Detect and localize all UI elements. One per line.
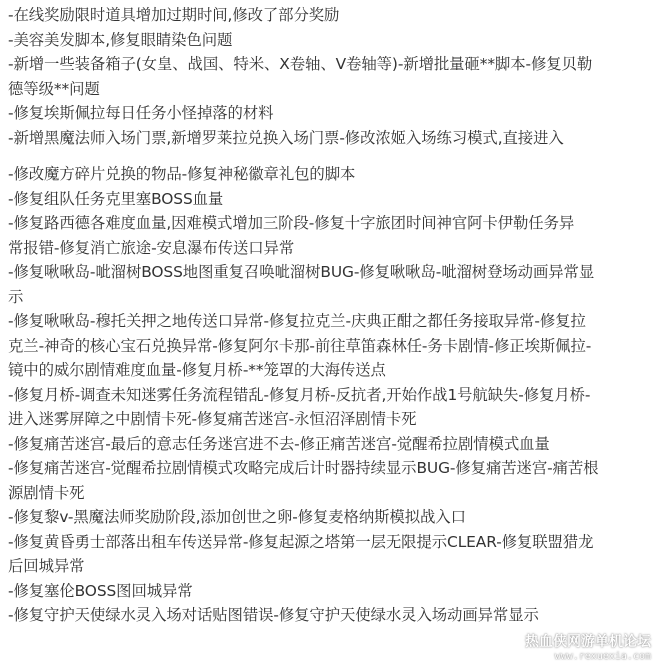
changelog-line: -在线奖励限时道具增加过期时间,修改了部分奖励	[8, 6, 340, 24]
changelog-line: -新增黑魔法师入场门票,新增罗莱拉兑换入场门票-修改浓姬入场练习模式,直接进入	[8, 128, 564, 147]
changelog-line: -修复黎v-黑魔法师奖励阶段,添加创世之卵-修复麦格纳斯模拟战入口	[8, 508, 466, 526]
changelog-line: 进入迷雾屏障之中剧情卡死-修复痛苦迷宫-永恒沼泽剧情卡死	[8, 410, 417, 428]
watermark-url: www.rexuexia.com	[554, 651, 651, 662]
changelog-line: -修复组队任务克里塞BOSS血量	[8, 189, 224, 208]
changelog-line: 镜中的威尔剧情难度血量-修复月桥-**笼罩的大海传送点	[8, 361, 386, 379]
changelog-line: -修复黄昏勇士部落出租车传送异常-修复起源之塔第一层无限提示CLEAR-修复联盟猎龙	[8, 532, 594, 551]
patch-notes	[8, 3, 654, 628]
paragraph-gap	[8, 150, 654, 162]
changelog-line: 克兰-神奇的核心宝石兑换异常-修复阿尔卡那-前往草笛森林任-务卡剧情-修正埃斯佩拉-	[8, 336, 592, 355]
changelog-line: -修复守护天使绿水灵入场对话贴图错误-修复守护天使绿水灵入场动画异常显示	[8, 606, 539, 624]
changelog-line: 源剧情卡死	[8, 483, 85, 502]
changelog-line: 示	[8, 287, 24, 306]
changelog-line: 德等级**问题	[8, 79, 100, 98]
changelog-line: -修复痛苦迷宫-觉醒希拉剧情模式攻略完成后计时器持续显示BUG-修复痛苦迷宫-痛苦根	[8, 459, 599, 477]
changelog-line: -修复路西德各难度血量,因难模式增加三阶段-修复十字旅团时间神官阿卡伊勒任务异	[8, 214, 575, 232]
changelog-line: -修复痛苦迷宫-最后的意志任务迷宫进不去-修正痛苦迷宫-觉醒希拉剧情模式血量	[8, 434, 550, 453]
changelog-line: -修复埃斯佩拉每日任务小怪掉落的材料	[8, 104, 274, 122]
site-watermark	[501, 634, 651, 663]
changelog-line: -修改魔方碎片兑换的物品-修复神秘徽章礼包的脚本	[8, 165, 356, 183]
changelog-line: -修复啾啾岛-呲溜树BOSS地图重复召唤呲溜树BUG-修复啾啾岛-呲溜树登场动画异常显	[8, 263, 595, 281]
changelog-line: -新增一些装备箱子(女皇、战国、特米、X卷轴、V卷轴等)-新增批量砸**脚本-修复贝勒	[8, 55, 593, 73]
changelog-line: -修复月桥-调查未知迷雾任务流程错乱-修复月桥-反抗者,开始作战1号航缺失-修复月桥-	[8, 385, 591, 404]
changelog-line: -修复塞伦BOSS图回城异常	[8, 581, 193, 600]
changelog-line: -美容美发脚本,修复眼睛染色问题	[8, 30, 233, 49]
changelog-line: 常报错-修复消亡旅途-安息瀑布传送口异常	[8, 238, 295, 257]
changelog-line: -修复啾啾岛-穆托关押之地传送口异常-修复拉克兰-庆典正酣之都任务接取异常-修复拉	[8, 312, 586, 330]
changelog-line: 后回城异常	[8, 557, 85, 575]
watermark-title: 热血侠网游单机论坛	[525, 634, 651, 650]
